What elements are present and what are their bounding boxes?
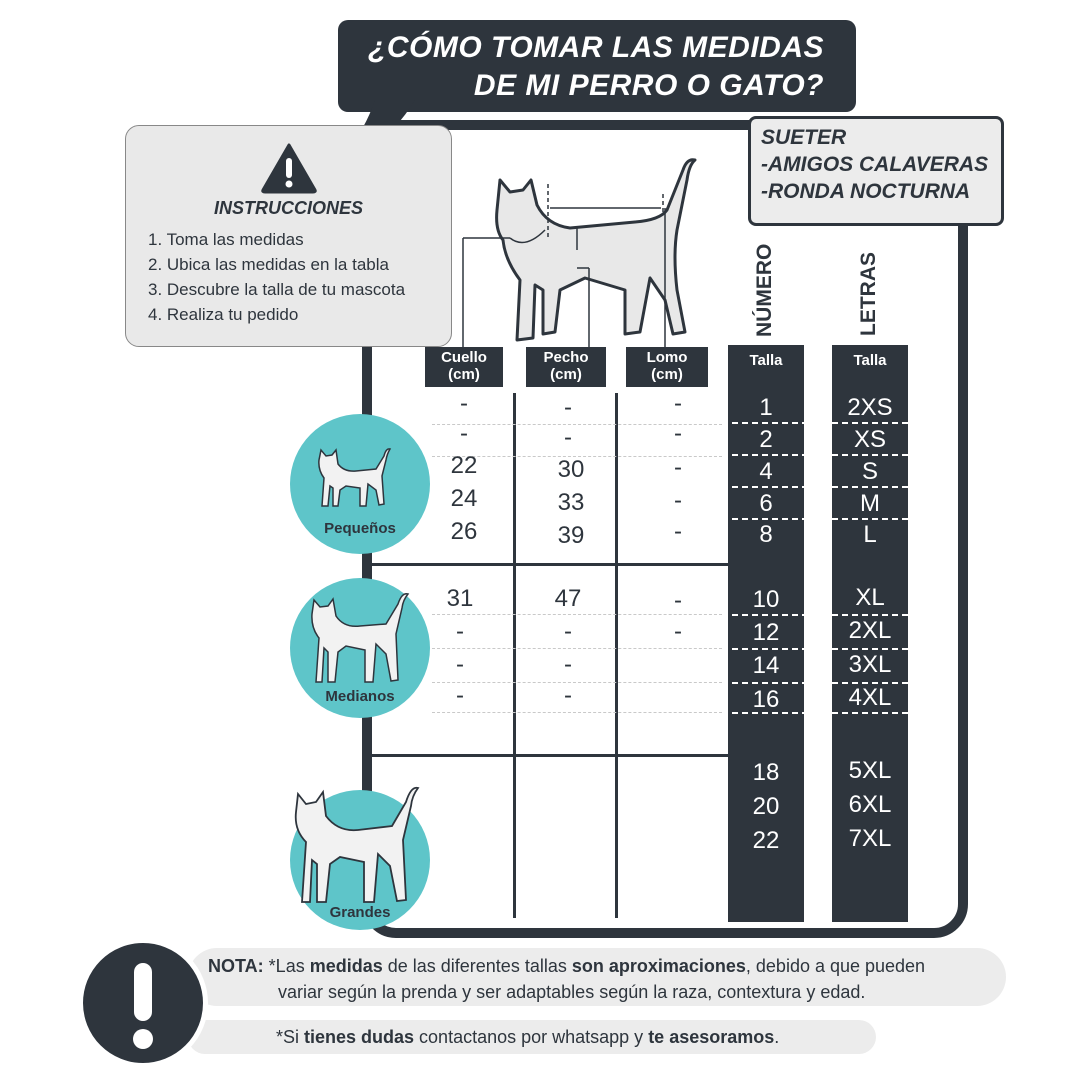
title-line-1: ¿CÓMO TOMAR LAS MEDIDAS — [368, 31, 824, 64]
contact-text-part: *Si — [276, 1027, 305, 1047]
cell-lomo: - — [674, 518, 682, 545]
cell-lomo: - — [674, 420, 682, 447]
talla-header-letras: Talla — [853, 352, 887, 369]
cell-letras: S — [861, 458, 878, 485]
cell-lomo: - — [674, 454, 682, 481]
cell-cuello: 26 — [450, 518, 478, 545]
cell-numero: 20 — [752, 793, 780, 820]
cell-lomo: - — [674, 587, 682, 614]
cell-letras: 4XL — [848, 684, 892, 711]
instruction-step: 1. Toma las medidas — [148, 230, 304, 249]
product-box — [748, 116, 1004, 226]
note-text: , debido a que pueden — [745, 956, 926, 976]
cell-pecho: - — [564, 394, 572, 421]
contact-text — [276, 1025, 779, 1049]
cell-letras: 3XL — [848, 651, 892, 678]
cell-pecho: 30 — [557, 456, 585, 483]
title-banner — [338, 20, 856, 112]
instruction-step: 4. Realiza tu pedido — [148, 305, 299, 324]
group-divider — [372, 754, 728, 757]
size-separator — [732, 614, 908, 616]
cell-letras: 6XL — [848, 791, 892, 818]
row-separator — [432, 712, 722, 713]
title-line-2: DE MI PERRO O GATO? — [473, 69, 824, 102]
cell-pecho: 47 — [554, 585, 582, 612]
talla-header-numero: Talla — [749, 352, 783, 369]
group-divider — [372, 563, 728, 566]
contact-pill — [188, 1020, 876, 1054]
category-label: Grandes — [329, 904, 391, 921]
cell-cuello: - — [456, 682, 464, 709]
cell-numero: 6 — [759, 490, 773, 517]
cell-lomo: - — [674, 390, 682, 417]
cell-cuello: 22 — [450, 452, 478, 479]
note-text: de las diferentes tallas — [382, 956, 572, 976]
product-line-2: -AMIGOS CALAVERAS — [761, 153, 989, 176]
note-line-2: variar según la prenda y ser adaptables según la raza, contextura y edad. — [278, 982, 866, 1002]
row-separator — [432, 648, 722, 649]
size-separator — [732, 518, 908, 520]
cell-letras: M — [860, 490, 880, 517]
column-divider — [513, 393, 516, 918]
cat-silhouette-icon — [288, 782, 428, 910]
size-separator — [732, 486, 908, 488]
column-label-letras: LETRAS — [857, 252, 880, 336]
cell-letras: 2XS — [847, 394, 893, 421]
contact-text-part: . — [774, 1027, 780, 1047]
cell-letras: XS — [853, 426, 886, 453]
cell-letras: L — [863, 521, 877, 548]
instruction-step: 3. Descubre la talla de tu mascota — [148, 280, 406, 299]
cell-numero: 16 — [752, 686, 780, 713]
column-header-pecho: Pecho (cm) — [526, 347, 606, 387]
instructions-title: INSTRUCCIONES — [213, 198, 363, 218]
note-pill — [188, 948, 1006, 1006]
cell-cuello: - — [460, 420, 468, 447]
cat-silhouette-icon — [316, 446, 396, 528]
category-small-circle — [290, 414, 430, 554]
cell-numero: 14 — [752, 652, 780, 679]
cell-letras: XL — [855, 584, 885, 611]
cell-cuello: 31 — [446, 585, 474, 612]
note-line-1 — [208, 954, 925, 978]
cell-letras: 7XL — [848, 825, 892, 852]
cell-pecho: - — [564, 651, 572, 678]
exclamation-icon — [78, 938, 208, 1068]
contact-text-part: contactanos por whatsapp y — [414, 1027, 649, 1047]
note-bold: medidas — [309, 956, 383, 976]
contact-bold: te asesoramos — [648, 1027, 775, 1047]
cell-lomo: - — [674, 618, 682, 645]
cell-pecho: 39 — [557, 522, 585, 549]
column-header-lomo: Lomo (cm) — [626, 347, 708, 387]
cell-numero: 18 — [752, 759, 780, 786]
cell-numero: 1 — [759, 394, 773, 421]
category-label: Pequeños — [324, 520, 396, 537]
size-separator — [732, 422, 908, 424]
product-line-1: SUETER — [761, 126, 847, 149]
cell-numero: 10 — [752, 586, 780, 613]
size-separator — [732, 648, 908, 650]
cell-lomo: - — [674, 487, 682, 514]
cell-pecho: - — [564, 682, 572, 709]
cell-letras: 2XL — [848, 617, 892, 644]
instructions-box — [125, 125, 452, 347]
cell-pecho: - — [564, 424, 572, 451]
product-line-3: -RONDA NOCTURNA — [761, 180, 971, 203]
size-separator — [732, 454, 908, 456]
instruction-step: 2. Ubica las medidas en la tabla — [148, 255, 389, 274]
column-label-numero: NÚMERO — [753, 243, 776, 337]
cell-pecho: - — [564, 618, 572, 645]
cell-numero: 4 — [759, 458, 773, 485]
cell-letras: 5XL — [848, 757, 892, 784]
category-medium-circle — [290, 578, 430, 718]
cell-cuello: - — [460, 390, 468, 417]
warning-icon — [260, 142, 318, 194]
note-label: NOTA: — [208, 956, 264, 976]
column-divider — [615, 393, 618, 918]
note-bold: son aproximaciones — [571, 956, 746, 976]
category-label: Medianos — [325, 688, 395, 705]
cell-numero: 22 — [752, 827, 780, 854]
cat-silhouette-icon — [306, 588, 414, 688]
cell-cuello: - — [456, 618, 464, 645]
note-text: *Las — [268, 956, 310, 976]
contact-bold: tienes dudas — [304, 1027, 415, 1047]
cell-numero: 2 — [759, 426, 773, 453]
cell-numero: 8 — [759, 521, 773, 548]
category-large-circle — [290, 790, 430, 930]
column-header-cuello: Cuello (cm) — [425, 347, 503, 387]
cell-cuello: 24 — [450, 485, 478, 512]
cell-cuello: - — [456, 651, 464, 678]
cell-numero: 12 — [752, 619, 780, 646]
cell-pecho: 33 — [557, 489, 585, 516]
